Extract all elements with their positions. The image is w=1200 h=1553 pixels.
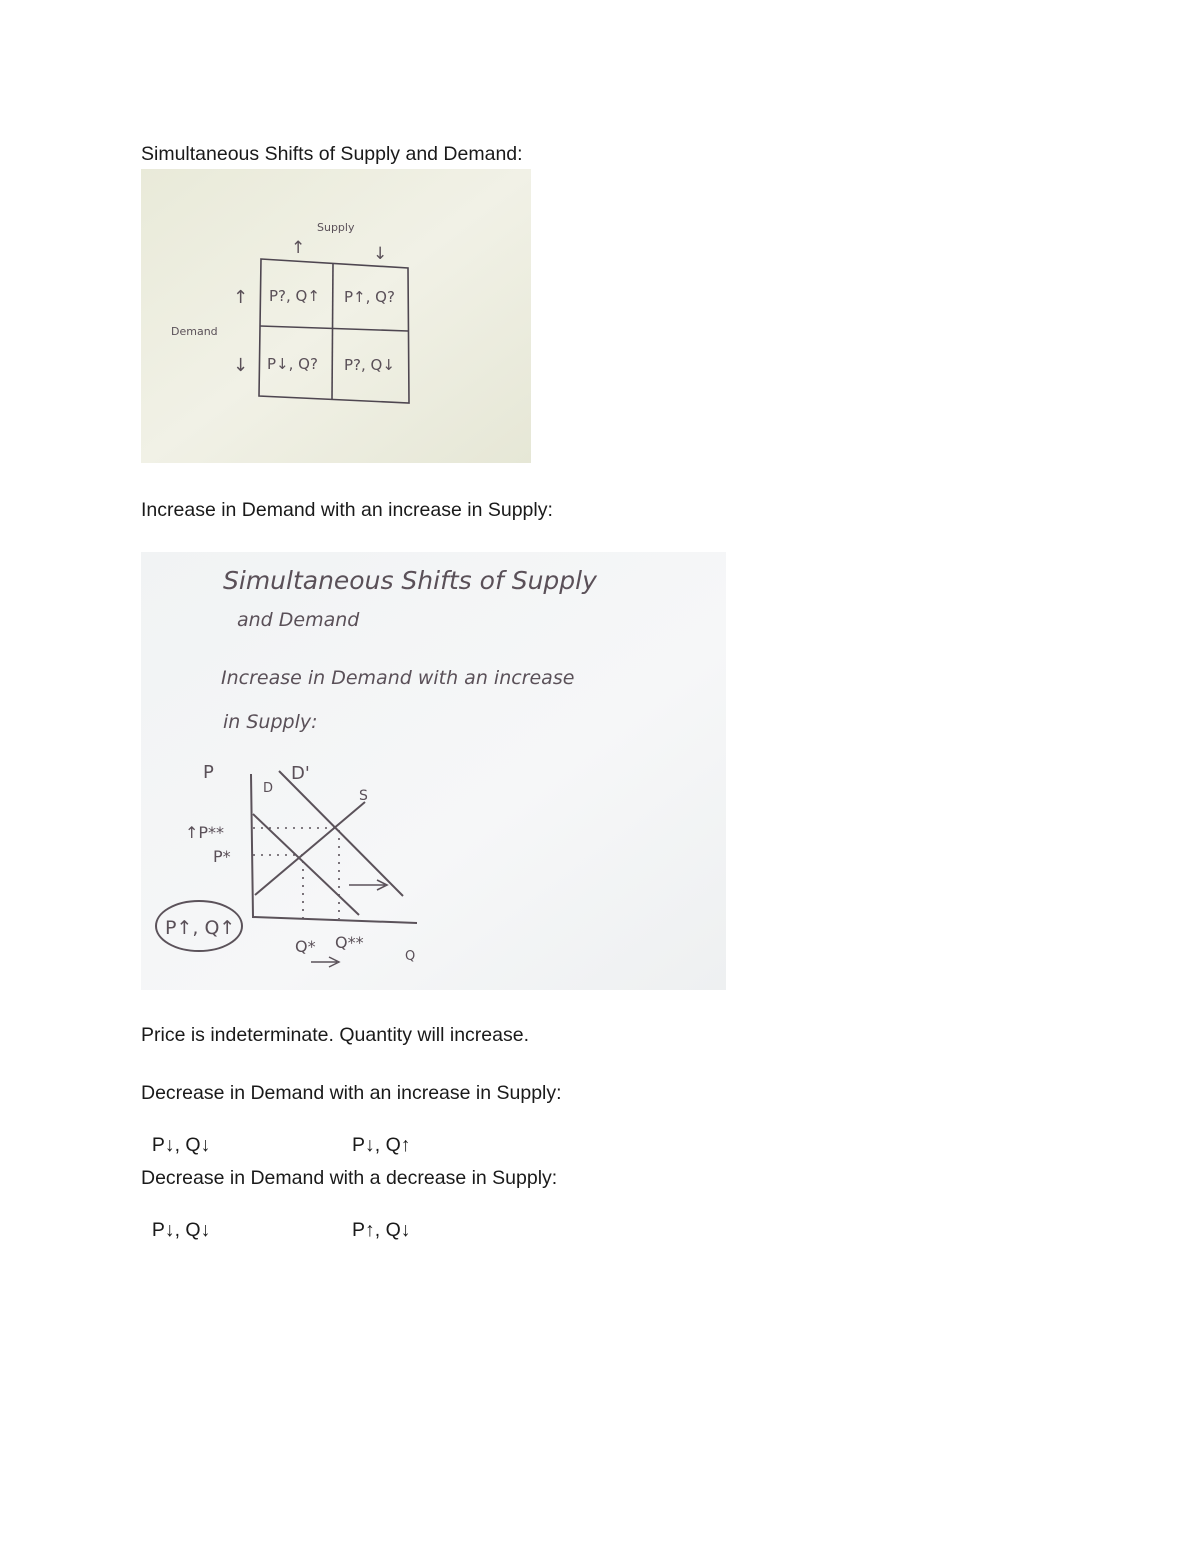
graph-p-star: P* [213, 847, 231, 866]
matrix-row-down-arrow: ↓ [233, 355, 249, 376]
matrix-demand-label: Demand [171, 325, 218, 338]
section3-results [141, 1194, 411, 1242]
graph-demand-label: D [263, 781, 274, 796]
matrix-cell-down-down: P?, Q↓ [344, 356, 395, 374]
matrix-cell-up-down: P↑, Q? [344, 288, 395, 306]
supply-demand-graph-photo [141, 552, 726, 990]
graph-q-star-star: Q** [335, 933, 364, 952]
graph-p-star-star: ↑P** [185, 823, 225, 842]
graph-result-label: P↑, Q↑ [165, 917, 236, 939]
graph-q-star: Q* [295, 937, 316, 956]
graph-p-axis-label: P [203, 762, 214, 783]
section2-title: Decrease in Demand with an increase in Supply: [141, 1082, 562, 1104]
graph-supply-label: S [359, 788, 368, 804]
section3-result-a: P↓, Q↓ [151, 1219, 211, 1241]
page-heading: Simultaneous Shifts of Supply and Demand: [141, 143, 523, 165]
matrix-col-up-arrow: ↑ [291, 238, 306, 258]
section3-result-b: P↑, Q↓ [352, 1219, 411, 1241]
supply-demand-matrix-photo [141, 169, 531, 463]
section1-title: Increase in Demand with an increase in Supply: [141, 499, 553, 521]
section2-results [141, 1109, 411, 1157]
matrix-cell-down-up: P↓, Q? [267, 355, 318, 373]
graph-subtitle-line1: Increase in Demand with an increase [221, 667, 575, 689]
section3-title: Decrease in Demand with a decrease in Supply: [141, 1167, 558, 1189]
graph-demand-shift-label: D' [291, 763, 310, 784]
section2-result-a: P↓, Q↓ [151, 1134, 211, 1156]
graph-q-axis-label: Q [405, 949, 416, 964]
matrix-cell-up-up: P?, Q↑ [269, 287, 320, 305]
matrix-row-up-arrow: ↑ [233, 287, 249, 308]
section2-result-b: P↓, Q↑ [352, 1134, 411, 1156]
graph-subtitle-line2: in Supply: [223, 711, 318, 733]
graph-title-line2: and Demand [237, 609, 360, 631]
matrix-supply-label: Supply [317, 221, 355, 234]
section1-result: Price is indeterminate. Quantity will increase. [141, 1024, 529, 1046]
matrix-col-down-arrow: ↓ [373, 244, 388, 264]
graph-title-line1: Simultaneous Shifts of Supply [223, 566, 597, 595]
